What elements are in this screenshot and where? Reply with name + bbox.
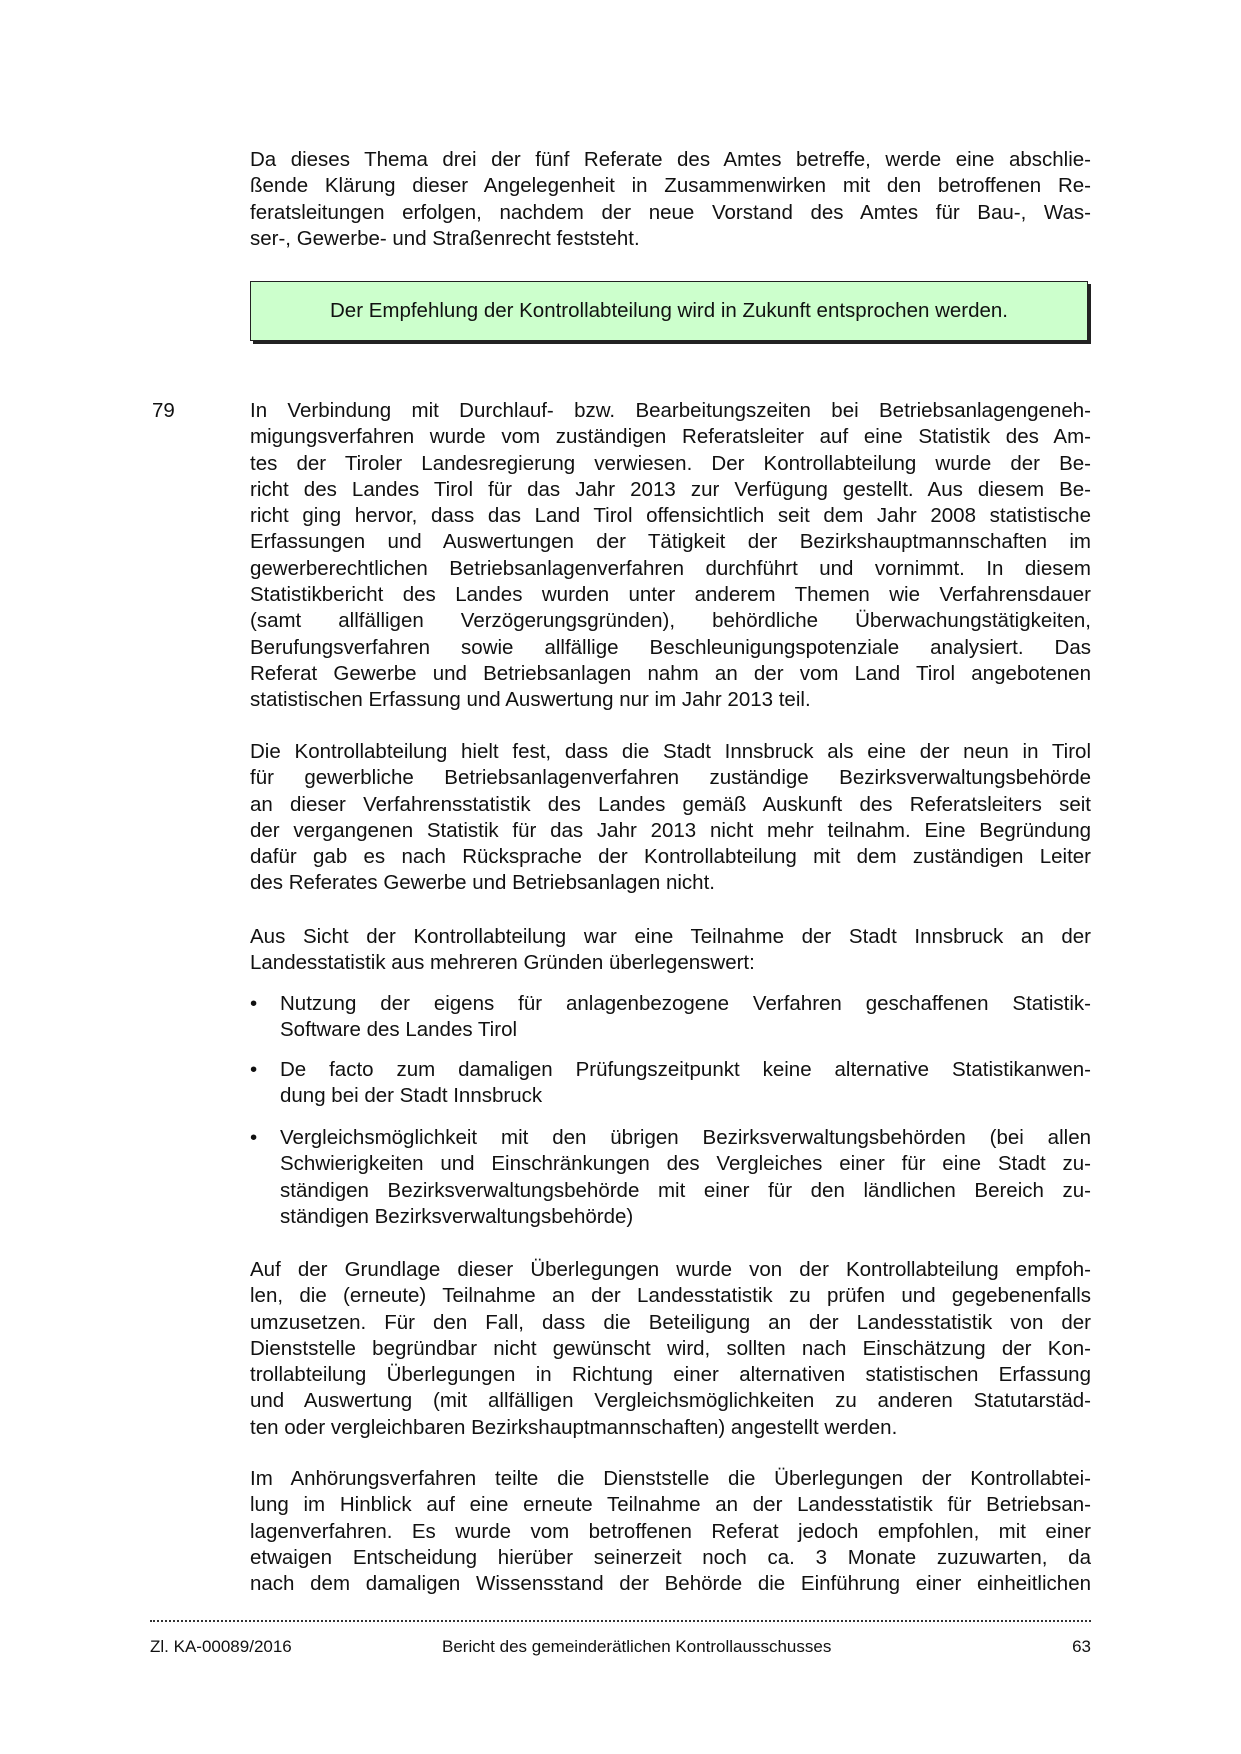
text-line: (samt allfälligen Verzögerungsgründen), behördliche Überwachungstätigkeiten,	[250, 609, 1091, 633]
bullet-item-1	[250, 991, 1091, 1044]
text-line: nach dem damaligen Wissensstand der Behörde die Einführung einer einheitlichen	[250, 1572, 1091, 1596]
bullet-item-2	[250, 1057, 1091, 1110]
paragraph-4	[250, 1257, 1091, 1441]
text-line: Software des Landes Tirol	[280, 1018, 518, 1042]
footer-divider	[150, 1620, 1091, 1622]
text-line: Nutzung der eigens für anlagenbezogene Verfahren geschaffenen Statistik-	[280, 992, 1091, 1015]
response-box: Der Empfehlung der Kontrollabteilung wird in Zukunft entsprochen werden.	[250, 281, 1088, 341]
bullet-text	[280, 991, 1091, 1044]
text-line: Die Kontrollabteilung hielt fest, dass die Stadt Innsbruck als eine der neun in Tirol	[250, 740, 1091, 763]
text-line: ser-, Gewerbe- und Straßenrecht feststeht.	[250, 226, 640, 250]
text-line: richt des Landes Tirol für das Jahr 2013 zur Verfügung gestellt. Aus diesem Be-	[250, 477, 1091, 501]
text-line: Referat Gewerbe und Betriebsanlagen nahm an der vom Land Tirol angebotenen	[250, 661, 1091, 685]
bullet-text	[280, 1057, 1091, 1110]
paragraph-5	[250, 1466, 1091, 1597]
text-line: des Referates Gewerbe und Betriebsanlagen nicht.	[250, 871, 715, 895]
text-line: Im Anhörungsverfahren teilte die Dienststelle die Überlegungen der Kontrollabtei-	[250, 1467, 1091, 1490]
text-line: für gewerbliche Betriebsanlagenverfahren zuständige Bezirksverwaltungsbehörde	[250, 766, 1091, 790]
text-line: ständigen Bezirksverwaltungsbehörde mit einer für den ländlichen Bereich zu-	[280, 1178, 1091, 1202]
text-line: dung bei der Stadt Innsbruck	[280, 1084, 543, 1108]
text-line: Landesstatistik aus mehreren Gründen überlegenswert:	[250, 951, 755, 975]
text-line: gewerberechtlichen Betriebsanlagenverfahren durchführt und vornimmt. In diesem	[250, 556, 1091, 580]
bullet-text	[280, 1125, 1091, 1230]
text-line: migungsverfahren wurde vom zuständigen Referatsleiter auf eine Statistik des Am-	[250, 425, 1091, 449]
section-number: 79	[152, 399, 175, 422]
text-line: lung im Hinblick auf eine erneute Teilnahme an der Landesstatistik für Betriebsan-	[250, 1493, 1091, 1517]
page-number: 63	[1072, 1637, 1091, 1656]
footer-title: Bericht des gemeinderätlichen Kontrollausschusses	[442, 1637, 832, 1656]
text-line: etwaigen Entscheidung hierüber seinerzeit noch ca. 3 Monate zuzuwarten, da	[250, 1545, 1091, 1569]
text-line: ßende Klärung dieser Angelegenheit in Zusammenwirken mit den betroffenen Re-	[250, 174, 1091, 198]
text-line: In Verbindung mit Durchlauf- bzw. Bearbeitungszeiten bei Betriebsanlagengeneh-	[250, 399, 1091, 422]
bullet-icon: •	[250, 1058, 258, 1081]
text-line: ständigen Bezirksverwaltungsbehörde)	[280, 1204, 634, 1228]
text-line: Berufungsverfahren sowie allfällige Beschleunigungspotenziale analysiert. Das	[250, 635, 1091, 659]
paragraph-3	[250, 924, 1091, 977]
bullet-item-3	[250, 1125, 1091, 1230]
bullet-icon: •	[250, 1126, 258, 1149]
paragraph-2	[250, 739, 1091, 897]
text-line: feratsleitungen erfolgen, nachdem der neue Vorstand des Amtes für Bau-, Was-	[250, 200, 1091, 224]
text-line: Dienststelle begründbar nicht gewünscht wird, sollten nach Einschätzung der Kon-	[250, 1336, 1091, 1360]
paragraph-intro	[250, 147, 1091, 252]
paragraph-79	[250, 398, 1091, 714]
text-line: statistischen Erfassung und Auswertung nur im Jahr 2013 teil.	[250, 688, 811, 712]
text-line: Vergleichsmöglichkeit mit den übrigen Bezirksverwaltungsbehörden (bei allen	[280, 1126, 1091, 1149]
text-line: Da dieses Thema drei der fünf Referate des Amtes betreffe, werde eine abschlie-	[250, 148, 1091, 171]
text-line: lagenverfahren. Es wurde vom betroffenen Referat jedoch empfohlen, mit einer	[250, 1519, 1091, 1543]
text-line: umzusetzen. Für den Fall, dass die Beteiligung an der Landesstatistik von der	[250, 1310, 1091, 1334]
text-line: an dieser Verfahrensstatistik des Landes gemäß Auskunft des Referatsleiters seit	[250, 792, 1091, 816]
text-line: Schwierigkeiten und Einschränkungen des Vergleiches einer für eine Stadt zu-	[280, 1152, 1091, 1176]
text-line: richt ging hervor, dass das Land Tirol offensichtlich seit dem Jahr 2008 statistische	[250, 504, 1091, 528]
text-line: und Auswertung (mit allfälligen Vergleichsmöglichkeiten zu anderen Statutarstäd-	[250, 1389, 1091, 1413]
text-line: De facto zum damaligen Prüfungszeitpunkt keine alternative Statistikanwen-	[280, 1058, 1091, 1081]
bullet-icon: •	[250, 992, 258, 1015]
text-line: Aus Sicht der Kontrollabteilung war eine Teilnahme der Stadt Innsbruck an der	[250, 925, 1091, 948]
footer-reference: Zl. KA-00089/2016	[150, 1637, 292, 1656]
text-line: der vergangenen Statistik für das Jahr 2013 nicht mehr teilnahm. Eine Begründung	[250, 818, 1091, 842]
text-line: dafür gab es nach Rücksprache der Kontrollabteilung mit dem zuständigen Leiter	[250, 845, 1091, 869]
text-line: trollabteilung Überlegungen in Richtung einer alternativen statistischen Erfassung	[250, 1363, 1091, 1387]
text-line: Auf der Grundlage dieser Überlegungen wurde von der Kontrollabteilung empfoh-	[250, 1258, 1091, 1281]
text-line: Erfassungen und Auswertungen der Tätigkeit der Bezirkshauptmannschaften im	[250, 530, 1091, 554]
text-line: tes der Tiroler Landesregierung verwiesen. Der Kontrollabteilung wurde der Be-	[250, 451, 1091, 475]
text-line: ten oder vergleichbaren Bezirkshauptmannschaften) angestellt werden.	[250, 1415, 898, 1439]
text-line: len, die (erneute) Teilnahme an der Landesstatistik zu prüfen und gegebenenfalls	[250, 1284, 1091, 1308]
text-line: Statistikbericht des Landes wurden unter anderem Themen wie Verfahrensdauer	[250, 583, 1091, 607]
